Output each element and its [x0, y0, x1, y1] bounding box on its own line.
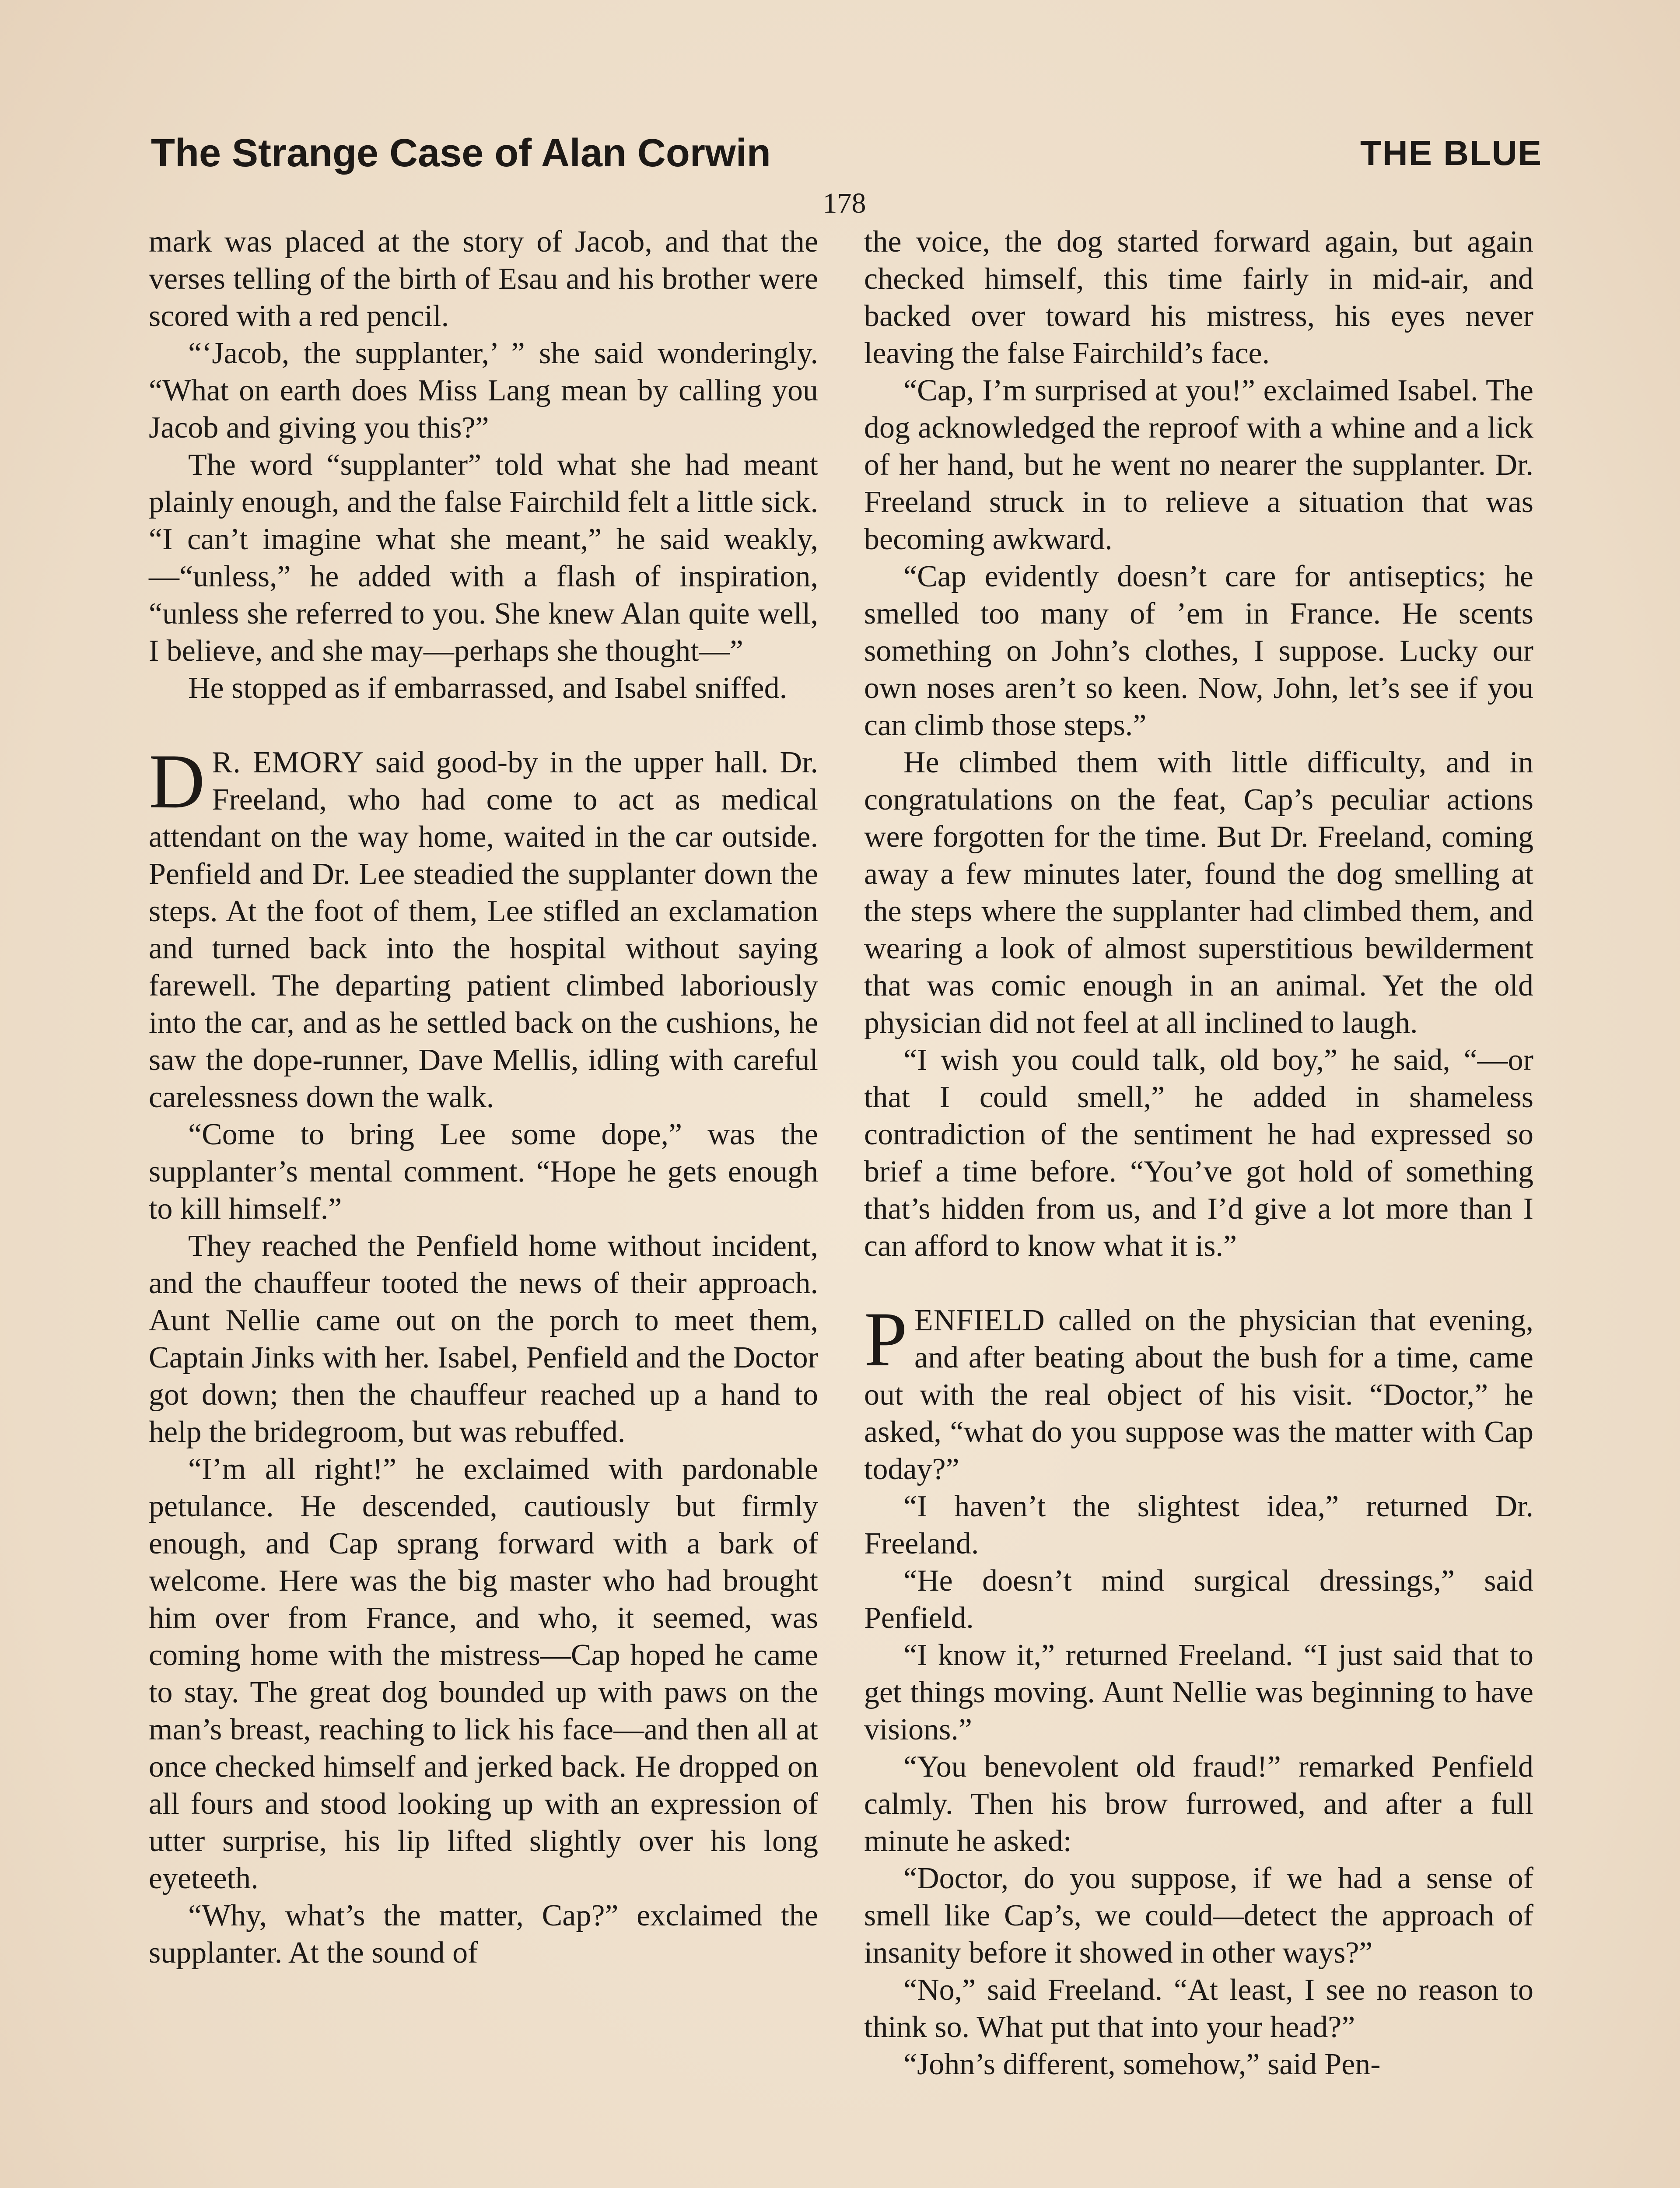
drop-cap: P	[864, 1296, 907, 1382]
paragraph: “No,” said Freeland. “At least, I see no reason to think so. What put that into your head?”	[864, 1973, 1533, 2044]
paragraph: “John’s different, somehow,” said Pen-	[903, 2048, 1381, 2081]
paragraph: “Cap, I’m surprised at you!” exclaimed Isabel. The dog acknowledged the reproof with a whine and a lick of her hand, but he went no nearer the supplanter. Dr. Freeland struck in to relieve a situation that was becoming awkward.	[864, 374, 1533, 556]
paragraph: “Doctor, do you suppose, if we had a sense of smell like Cap’s, we could—detect the approach of insanity before it showed in other ways?”	[864, 1862, 1533, 1970]
paragraph: They reached the Penfield home without incident, and the chauffeur tooted the news of their approach. Aunt Nellie came out on the porch to meet them, Captain Jinks with her. Isabel, Penfield and the Doctor got down; then the chauffeur reached up a hand to help the bridegroom, but was rebuffed.	[149, 1229, 818, 1449]
paragraph-text: said good-by in the upper hall. Dr. Freeland, who had come to act as medical attendant on the way home, waited in the car outside. Penfield and Dr. Lee steadied the supplanter down the steps. At the foot of them, Lee stifled an exclamation and turned back into the hospital without saying farewell. The departing patient climbed laboriously into the car, and as he settled back on the cushions, he saw the dope-runner, Dave Mellis, idling with careful carelessness down the walk.	[149, 746, 818, 1114]
paragraph: “I’m all right!” he exclaimed with pardonable petulance. He descended, cautiously but firmly enough, and Cap sprang forward with a bark of welcome. Here was the big master who had brought him over from France, and who, it seemed, was coming home with the mistress—Cap hoped he came to stay. The great dog bounded up with paws on the man’s breast, reaching to lick his face—and then all at once checked himself and jerked back. He dropped on all fours and stood looking up with an expression of utter surprise, his lip lifted slightly over his long eyeteeth.	[149, 1452, 818, 1895]
paragraph: He climbed them with little difficulty, and in congratulations on the feat, Cap’s peculiar actions were forgotten for the time. But Dr. Freeland, coming away a few minutes later, found the dog smelling at the steps where the supplanter had climbed them, and wearing a look of almost superstitious bewilderment that was comic enough in an animal. Yet the old physician did not feel at all inclined to laugh.	[864, 746, 1533, 1040]
lead-in: R. EMORY	[212, 746, 364, 779]
paragraph-text: called on the physician that evening, and after beating about the bush for a time, came out with the real object of his visit. “Doctor,” he asked, “what do you suppose was the matter with Cap today?”	[864, 1304, 1533, 1486]
paragraph: “I haven’t the slightest idea,” returned Dr. Freeland.	[864, 1490, 1533, 1560]
section-paragraph	[149, 738, 818, 1116]
paragraph: “I know it,” returned Freeland. “I just said that to get things moving. Aunt Nellie was beginning to have visions.”	[864, 1638, 1533, 1746]
paragraph: “You benevolent old fraud!” remarked Penfield calmly. Then his brow furrowed, and after a full minute he asked:	[864, 1750, 1533, 1858]
drop-cap: D	[149, 738, 205, 824]
paragraph: “Why, what’s the matter, Cap?” exclaimed the supplanter. At the sound of	[149, 1899, 818, 1970]
paragraph: The word “supplanter” told what she had meant plainly enough, and the false Fairchild felt a little sick. “I can’t imagine what she meant,” he said weakly, —“unless,” he added with a flash of inspiration, “unless she referred to you. She knew Alan quite well, I believe, and she may—perhaps she thought—”	[149, 448, 818, 668]
section-paragraph	[864, 1296, 1533, 1488]
story-title: The Strange Case of Alan Corwin	[151, 131, 771, 175]
page-number: 178	[822, 187, 866, 219]
lead-in: ENFIELD	[914, 1304, 1045, 1337]
paragraph: “Cap evidently doesn’t care for antiseptics; he smelled too many of ’em in France. He scents something on John’s clothes, I suppose. Lucky our own noses aren’t so keen. Now, John, let’s see if you can climb those steps.”	[864, 560, 1533, 742]
paragraph: He stopped as if embarrassed, and Isabel sniffed.	[188, 671, 788, 705]
paragraph: “Come to bring Lee some dope,” was the supplanter’s mental comment. “Hope he gets enough to kill himself.”	[149, 1118, 818, 1226]
right-column	[864, 223, 1533, 2083]
running-header	[151, 127, 1542, 188]
paragraph: “‘Jacob, the supplanter,’ ” she said wonderingly. “What on earth does Miss Lang mean by calling you Jacob and giving you this?”	[149, 337, 818, 445]
paragraph: the voice, the dog started forward again, but again checked himself, this time fairly in mid-air, and backed over toward his mistress, his eyes never leaving the false Fairchild’s face.	[864, 225, 1533, 370]
paragraph: “I wish you could talk, old boy,” he said, “—or that I could smell,” he added in shameless contradiction of the sentiment he had expressed so brief a time before. “You’ve got hold of something that’s hidden from us, and I’d give a lot more than I can afford to know what it is.”	[864, 1043, 1533, 1263]
left-column	[149, 223, 818, 1971]
paragraph: “He doesn’t mind surgical dressings,” said Penfield.	[864, 1564, 1533, 1635]
magazine-name: THE BLUE	[1360, 133, 1542, 172]
paragraph: mark was placed at the story of Jacob, and that the verses telling of the birth of Esau and his brother were scored with a red pencil.	[149, 225, 818, 333]
